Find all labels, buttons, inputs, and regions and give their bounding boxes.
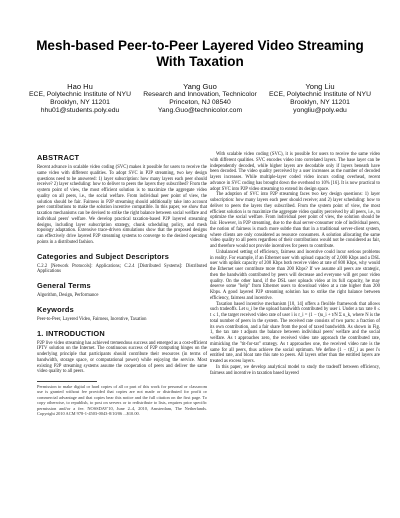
general-terms-text: Algorithm, Design, Performance: [37, 293, 99, 298]
introduction-text: P2P live video streaming has achieved tremendous success and emerged as a cost-efficient IPTV solution on the Internet. The continuous success of P2P computing hinges on the underlying principle that participants should contribute their resources (in terms of bandwidth, storage space, or computational power) while enjoying the service. Most existing P2P streaming systems assume the cooperation of peers and deliver the same video quality to all peers.: [37, 340, 207, 375]
author-email: yongliu@poly.edu: [293, 107, 347, 114]
author-email: Yang.Guo@technicolor.com: [157, 107, 243, 114]
author-address: Princeton, NJ 08540: [169, 99, 231, 106]
paper-title: Mesh-based Peer-to-Peer Layered Video Streaming With Taxation: [36, 38, 364, 69]
author-2: [140, 82, 260, 115]
body-paragraph: Taxation based incentive mechanism [10, 14] offers a flexible framework that allows such tradeoffs. Let u_i be the upload bandwidth contributed by user i. Under a tax rate 0 ≤ t ≤ 1, the target received video rate of user i is r_i = (1 − t)u_i + t/N Σ u_k, where N is the total number of peers in the system. The received rate consists of two parts: a fraction of its own contribution, and a fair share from the pool of taxed bandwidth. As shown in Fig. 1, the tax rate t adjusts the balance between individual peers' welfare and the social welfare. As t approaches zero, the received video rate approach the contributed rate, mimicking the "tit-for-tat" strategy. As t approaches one, the received video rate is the same for all peers, thus achieve the social optimum. We define (1 − t)U_i as peer i's entitled rate, and bloat rate this rate to peers. All layers other than the entitled layers are treated as excess layers.: [210, 301, 380, 364]
keywords-heading: Keywords: [37, 304, 74, 314]
abstract-text: Recent advance in scalable video coding (SVC) makes it possible for users to receive the same video with different qualities. To adopt SVC in P2P streaming, two key design questions need to be answered: 1) layer subscription: how many layers each peer should receive? 2) layer scheduling: how to deliver to peers the layers they subscribed? From the system point of view, the most efficient solution is to maximize the aggregate video quality on all peers, i.e., the social welfare. From individual peer point of view, the solution should be fair. Fairness in P2P streaming should additionally take into account peer contributions to make the solution incentive compatible. In this paper, we show that taxation mechanisms can be devised to strike the right balance between social welfare and individual peers' welfare. We develop practical taxation-based P2P layered streaming designs, including layer subscription strategy, chunk scheduling policy, and mesh topology adaptation. Extensive trace-driven simulations show that the proposed designs can effectively drive layered P2P streaming systems to converge to the desired operating points in a distributed fashion.: [37, 165, 207, 245]
author-address: Brooklyn, NY 11201: [50, 99, 110, 106]
author-name: Yong Liu: [305, 82, 335, 91]
author-affiliation: ECE, Polytechnic Institute of NYU: [29, 91, 131, 98]
introduction-heading: 1. INTRODUCTION: [37, 328, 105, 338]
author-affiliation: ECE, Polytechnic Institute of NYU: [269, 91, 371, 98]
general-terms-heading: General Terms: [37, 281, 91, 290]
author-3: [260, 82, 380, 115]
left-column: [37, 153, 207, 416]
body-paragraph: Unbalanced setting of efficiency, fairness and incentive could incur serious problems in reality. For example, if an Ethernet user with upload capacity of 2,000 Kbps and a DSL user with uplink capacity of 200 Kbps both receive video at rate of 800 Kbps, why would the Ethernet user contribute more than 200 Kbps? If we assume all peers are strategic, then the bandwidth contributed by peers will decrease and everyone will get poor video quality. On the other hand, if the DSL user uploads video at its full capacity, he may deserve some "help" from Ethernet users to download video at a rate higher than 200 Kbps. A good layered P2P streaming solution has to strike the right balance between efficiency, fairness and incentive.: [210, 249, 380, 301]
author-1: [20, 82, 140, 115]
body-paragraph: In this paper, we develop analytical model to study the tradeoff between efficiency, fairness and incentive in taxation based layered: [210, 364, 380, 376]
right-column: [210, 152, 380, 376]
author-affiliation: Research and Innovation, Technicolor: [143, 91, 257, 98]
keywords-text: Peer-to-Peer, Layered Video, Fairness, Incentive, Taxation: [37, 316, 147, 322]
body-paragraph: With scalable video coding (SVC), it is possible for users to receive the same video with different qualities. SVC encodes video into correlated layers. The base layer can be independently decoded, while higher layers are decodable only if layers beneath have been decoded. The video quality perceived by a user increases as the number of decoded layers increases. While multiple-layer coded video incurs coding overhead, recent advance in SVC coding has brought down the overhead to 10% [16]. It is now practical to adopt SVC into P2P video streaming to extend its design space.: [210, 152, 380, 192]
abstract-heading: ABSTRACT: [37, 153, 80, 162]
body-paragraph: The adoption of SVC into P2P streaming faces two key design questions: 1) layer subscription: how many layers each peer should receive; and 2) layer scheduling: how to deliver to peers the layers they subscribed. From the system point of view, the most efficient solution is to maximize the aggregate video quality perceived by all peers, i.e., to optimize the social welfare. From individual peer point of view, the solution should be fair. However, in P2P streaming, due to the dual server-consumer role of individual peers, the notion of fairness is much more subtle than that in a traditional server-client system, where clients are only considered as resource consumers. A solution allocating the same video quality to all peers regardless of their contributions would not be considered as fair, and therefore would not provide incentives for peers to contribute.: [210, 192, 380, 249]
categories-text: C.2.2 [Network Protocols]: Applications; C.2.4 [Distributed Systems]: Distributed Applications: [37, 263, 207, 275]
copyright-footnote: Permission to make digital or hard copies of all or part of this work for personal or classroom use is granted without fee provided that copies are not made or distributed for profit or commercial advantage and that copies bear this notice and the full citation on the first page. To copy otherwise, to republish, to post on servers or to redistribute to lists, requires prior specific permission and/or a fee. NOSSDAV'10, June 2–4, 2010, Amsterdam, The Netherlands. Copyright 2010 ACM 978-1-4503-0043-8/10/06 ...$10.00.: [37, 384, 207, 417]
author-name: Hao Hu: [67, 82, 93, 91]
author-block: [20, 82, 380, 122]
footnote-divider: [37, 381, 97, 382]
author-email: hhu01@students.poly.edu: [40, 107, 120, 114]
author-name: Yang Guo: [183, 82, 217, 91]
author-address: Brooklyn, NY 11201: [290, 99, 350, 106]
categories-heading: Categories and Subject Descriptors: [37, 251, 170, 261]
